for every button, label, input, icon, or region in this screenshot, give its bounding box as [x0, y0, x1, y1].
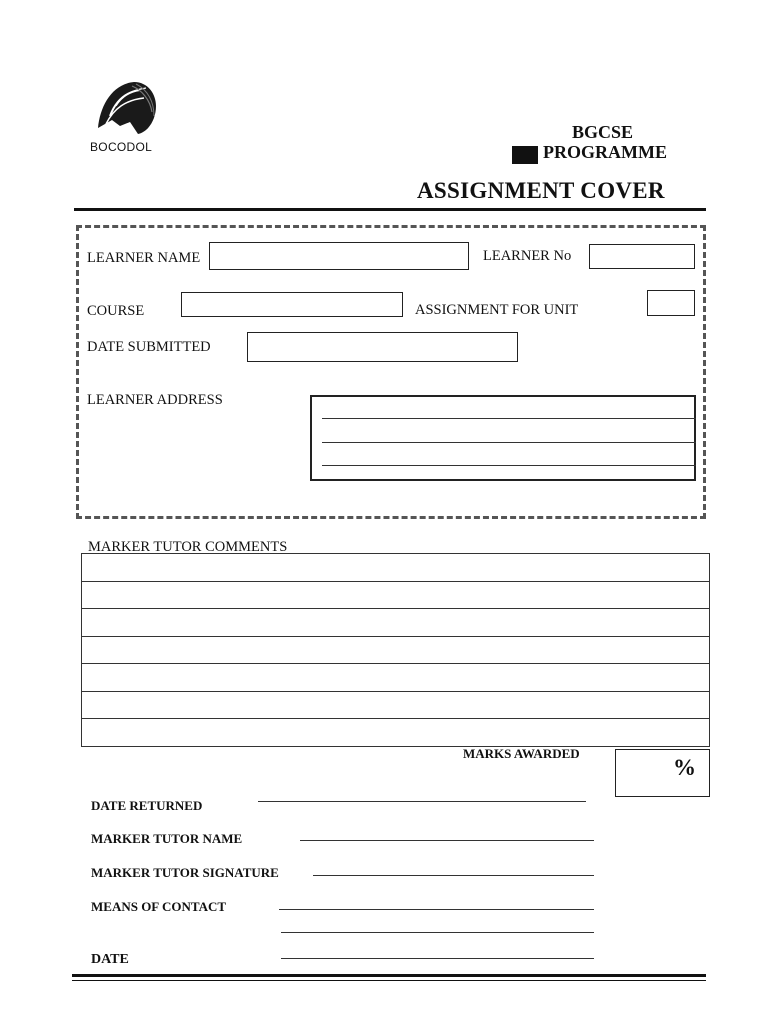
learner-no-label: LEARNER No — [483, 248, 572, 264]
learner-name-field[interactable] — [209, 242, 469, 270]
comments-table — [81, 553, 710, 747]
assignment-unit-field[interactable] — [647, 290, 695, 316]
footer-rule — [72, 974, 706, 977]
comment-cell[interactable] — [82, 636, 710, 664]
comment-cell[interactable] — [82, 554, 710, 582]
comment-row — [82, 691, 710, 719]
comment-row — [82, 636, 710, 664]
marker-signature-line[interactable] — [313, 875, 594, 876]
means-of-contact-line[interactable] — [279, 909, 594, 910]
date-submitted-field[interactable] — [247, 332, 518, 362]
address-line[interactable] — [322, 465, 696, 466]
address-line[interactable] — [322, 418, 696, 419]
comment-cell[interactable] — [82, 609, 710, 637]
learner-name-label: LEARNER NAME — [87, 250, 201, 266]
date-line[interactable] — [281, 958, 594, 959]
learner-address-label: LEARNER ADDRESS — [87, 392, 223, 408]
date-label: DATE — [91, 952, 129, 967]
comment-cell[interactable] — [82, 691, 710, 719]
comment-row — [82, 719, 710, 747]
comments-label: MARKER TUTOR COMMENTS — [88, 539, 288, 555]
square-marker-icon — [512, 146, 538, 164]
comment-row — [82, 581, 710, 609]
date-returned-label: DATE RETURNED — [91, 798, 203, 813]
date-returned-line[interactable] — [258, 801, 586, 802]
course-label: COURSE — [87, 303, 145, 319]
footer-rule-thin — [72, 980, 706, 981]
comment-row — [82, 664, 710, 692]
date-submitted-label: DATE SUBMITTED — [87, 339, 211, 355]
marker-name-label: MARKER TUTOR NAME — [91, 831, 243, 846]
marker-name-line[interactable] — [300, 840, 594, 841]
programme-line-2: PROGRAMME — [543, 142, 667, 162]
percent-symbol: % — [673, 755, 696, 780]
course-field[interactable] — [181, 292, 403, 317]
page-title: ASSIGNMENT COVER — [417, 178, 665, 203]
comment-cell[interactable] — [82, 664, 710, 692]
marker-signature-label: MARKER TUTOR SIGNATURE — [91, 865, 279, 880]
marks-awarded-label: MARKS AWARDED — [463, 746, 580, 761]
comment-row — [82, 554, 710, 582]
programme-line-1: BGCSE — [572, 122, 634, 142]
comment-row — [82, 609, 710, 637]
means-of-contact-line-2[interactable] — [281, 932, 594, 933]
learner-address-box[interactable] — [310, 395, 696, 481]
logo-text: BOCODOL — [90, 140, 153, 154]
address-line[interactable] — [322, 442, 696, 443]
assignment-unit-label: ASSIGNMENT FOR UNIT — [415, 302, 579, 318]
bocodol-logo-icon — [90, 76, 160, 138]
comment-cell[interactable] — [82, 719, 710, 747]
means-of-contact-label: MEANS OF CONTACT — [91, 899, 227, 914]
comment-cell[interactable] — [82, 581, 710, 609]
title-rule — [74, 208, 706, 211]
learner-no-field[interactable] — [589, 244, 695, 269]
